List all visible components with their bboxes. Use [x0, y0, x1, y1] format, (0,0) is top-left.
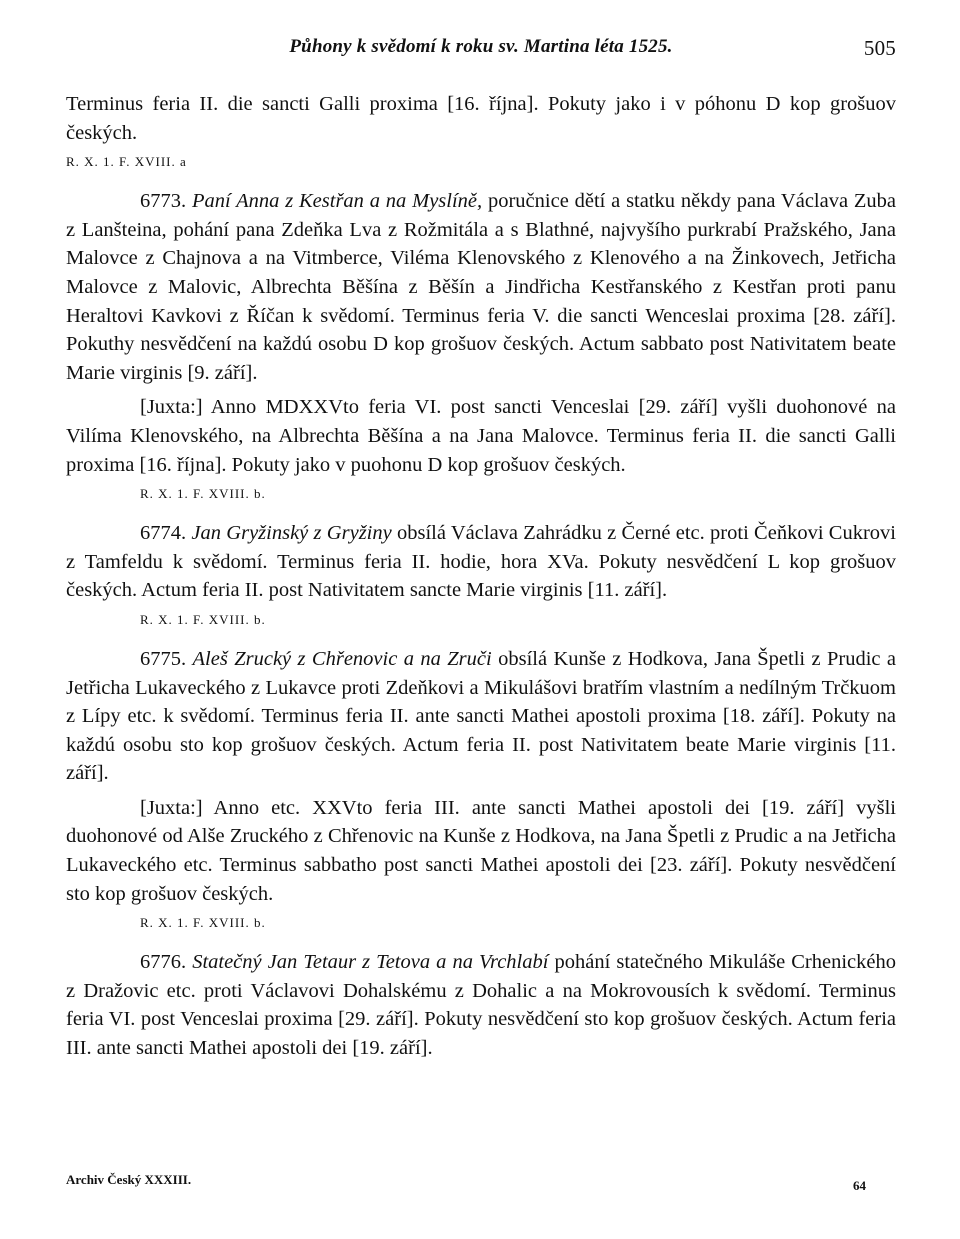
entry-number: 6775.	[140, 647, 187, 670]
entry-6774	[66, 519, 896, 631]
juxta-paragraph: [Juxta:] Anno etc. XXVto feria III. ante sancti Mathei apostoli dei [19. září] vyšli duohonové od Alše Zruckého z Chřenovic na Kunše z Hodkova, na Jana Špetli z Prudic a na Jetřicha Lukaveckého etc. Terminus sabbatho post sancti Mathei apostoli dei [23. září]. Pokuty nesvědčení sto kop grošuov českých.	[66, 796, 896, 905]
juxta-paragraph: [Juxta:] Anno MDXXVto feria VI. post sancti Venceslai [29. září] vyšli duohonové na Vilíma Klenovského, na Albrechta Běšína a na Jana Malovce. Terminus feria II. die sancti Galli proxima [16. října]. Pokuty jako v puohonu D kop grošuov českých.	[66, 396, 896, 476]
entry-text: obsílá Václava Zahrádku z Černé etc. proti Čeňkovi Cukrovi z Tamfeldu k svědomí. Terminus feria II. hodie, hora XVa. Pokuty nesvědčení L kop grošuov českých. Actum feria II. post Nativitatem sancte Marie virginis [11. září].	[66, 522, 896, 602]
page-number: 505	[863, 36, 896, 60]
footer-signature-label: Archiv Český XXXIII.	[66, 1172, 192, 1187]
entry-6776	[66, 948, 896, 1062]
source-reference: R. X. 1. F. XVIII. b.	[140, 915, 266, 931]
entry-6775	[66, 645, 896, 934]
entry-paragraph	[66, 645, 896, 788]
entry-paragraph	[66, 948, 896, 1062]
entry-person-name: Jan Gryžinský z Gryžiny	[191, 522, 392, 545]
source-reference: R. X. 1. F. XVIII. a	[66, 154, 187, 170]
running-header	[66, 36, 896, 64]
footer-sheet-number: 64	[853, 1178, 866, 1193]
entry-paragraph	[66, 187, 896, 387]
entry-6773	[66, 187, 896, 505]
entry-number: 6776.	[140, 951, 187, 974]
entry-text: obsílá Kunše z Hodkova, Jana Špetli z Prudic a Jetřicha Lukaveckého z Lukavce proti Zdeňkovi a Mikulášovi bratřím vlastním a nedílným Trčkuom z Lípy etc. k svědomí. Terminus feria II. ante sancti Mathei apostoli proxima [18. září]. Pokuty na každú osobu sto kop grošuov českých. Actum feria II. post Nativitatem beate Marie virginis [11. září].	[66, 647, 897, 785]
entry-number: 6774.	[140, 522, 187, 545]
entry-text: pohání statečného Mikuláše Crhenického z Dražovic etc. proti Václavovi Dohalskému z Dohalic a na Mokrovousích k svědomí. Terminus feria VI. post Venceslai proxima [29. září]. Pokuty nesvědčení sto kop grošuov českých. Actum feria III. ante sancti Mathei apostoli dei [19. září].	[66, 951, 896, 1060]
document-page	[66, 36, 896, 1063]
entry-person-name: Paní Anna z Kestřan a na Myslíně,	[191, 190, 483, 213]
source-reference: R. X. 1. F. XVIII. b.	[140, 611, 266, 627]
entry-person-name: Statečný Jan Tetaur z Tetova a na Vrchlabí	[192, 951, 549, 974]
entry-person-name: Aleš Zrucký z Chřenovic a na Zruči	[192, 647, 492, 670]
source-reference: R. X. 1. F. XVIII. b.	[140, 486, 266, 502]
page-footer	[66, 1172, 866, 1193]
entry-number: 6773.	[140, 190, 187, 213]
entry-paragraph	[66, 519, 896, 605]
header-title: Půhony k svědomí k roku sv. Martina léta 1525.	[289, 36, 673, 57]
document-body	[66, 90, 896, 1063]
entry-text: poručnice dětí a statku někdy pana Václava Zuba z Lanšteina, pohání pana Zdeňka Lva z Rožmitála a s Blathné, najvyšího purkrabí Pražského, Jana Malovce z Chajnova a na Vitmberce, Viléma Klenovského z Klenového a na Žinkovech, Jetřicha Malovce z Malovic, Albrechta Běšína z Běšín a Jindřicha Kestřanského z Kestřan proti panu Heraltovi Kavkovi z Říčan k svědomí. Terminus feria V. die sancti Wenceslai proxima [28. září]. Pokuthy nesvědčení na každú osobu D kop grošuov českých. Actum sabbato post Nativitatem beate Marie virginis [9. září].	[66, 190, 897, 384]
intro-paragraph: Terminus feria II. die sancti Galli proxima [16. října]. Pokuty jako i v póhonu D kop grošuov českých.	[66, 93, 896, 144]
